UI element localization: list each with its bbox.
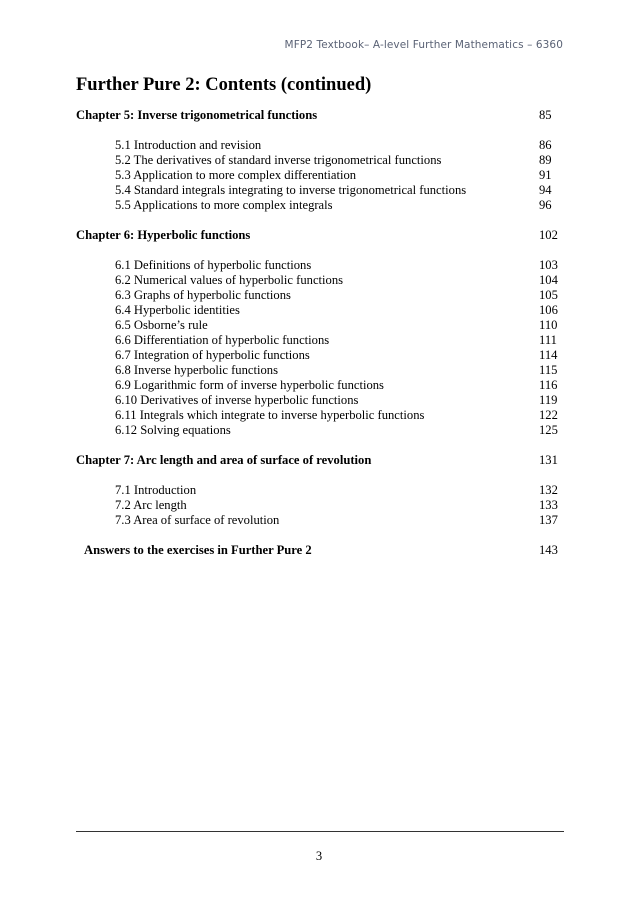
section-5-4-entry[interactable] <box>76 183 562 198</box>
section-page-number: 137 <box>539 513 558 527</box>
spacer <box>76 243 562 258</box>
table-of-contents <box>76 108 562 558</box>
section-page-number: 103 <box>539 258 558 272</box>
section-6-12-entry[interactable] <box>76 423 562 438</box>
spacer <box>76 213 562 228</box>
chapter-title: Chapter 6: Hyperbolic functions <box>76 228 251 242</box>
page-title: Further Pure 2: Contents (continued) <box>76 75 372 95</box>
section-6-10-entry[interactable] <box>76 393 562 408</box>
chapter-title: Chapter 5: Inverse trigonometrical functions <box>76 108 318 122</box>
section-title: 7.3 Area of surface of revolution <box>115 513 280 527</box>
section-6-1-entry[interactable] <box>76 258 562 273</box>
section-title: 5.4 Standard integrals integrating to inverse trigonometrical functions <box>115 183 467 197</box>
section-7-3-entry[interactable] <box>76 513 562 528</box>
section-5-3-entry[interactable] <box>76 168 562 183</box>
section-title: 6.2 Numerical values of hyperbolic functions <box>115 273 344 287</box>
section-title: 6.6 Differentiation of hyperbolic functions <box>115 333 330 347</box>
chapter-page-number: 131 <box>539 453 558 467</box>
section-title: 6.9 Logarithmic form of inverse hyperbolic functions <box>115 378 384 392</box>
section-7-1-entry[interactable] <box>76 483 562 498</box>
section-page-number: 105 <box>539 288 558 302</box>
section-5-1-entry[interactable] <box>76 138 562 153</box>
section-title: 6.10 Derivatives of inverse hyperbolic functions <box>115 393 359 407</box>
spacer <box>76 468 562 483</box>
section-7-2-entry[interactable] <box>76 498 562 513</box>
section-6-6-entry[interactable] <box>76 333 562 348</box>
section-page-number: 106 <box>539 303 558 317</box>
section-title: 6.4 Hyperbolic identities <box>115 303 240 317</box>
chapter-title: Chapter 7: Arc length and area of surface of revolution <box>76 453 372 467</box>
section-page-number: 91 <box>539 168 552 182</box>
section-page-number: 132 <box>539 483 558 497</box>
section-page-number: 122 <box>539 408 558 422</box>
section-5-2-entry[interactable] <box>76 153 562 168</box>
section-6-3-entry[interactable] <box>76 288 562 303</box>
section-title: 5.2 The derivatives of standard inverse trigonometrical functions <box>115 153 442 167</box>
section-title: 6.12 Solving equations <box>115 423 231 437</box>
section-5-5-entry[interactable] <box>76 198 562 213</box>
section-page-number: 115 <box>539 363 558 377</box>
chapter-6-entry[interactable] <box>76 228 562 243</box>
section-6-5-entry[interactable] <box>76 318 562 333</box>
section-6-8-entry[interactable] <box>76 363 562 378</box>
section-page-number: 110 <box>539 318 558 332</box>
answers-entry[interactable] <box>76 543 562 558</box>
chapter-page-number: 85 <box>539 108 552 122</box>
section-6-4-entry[interactable] <box>76 303 562 318</box>
spacer <box>76 123 562 138</box>
section-title: 6.1 Definitions of hyperbolic functions <box>115 258 312 272</box>
section-title: 5.1 Introduction and revision <box>115 138 262 152</box>
section-6-9-entry[interactable] <box>76 378 562 393</box>
section-page-number: 94 <box>539 183 552 197</box>
section-page-number: 119 <box>539 393 558 407</box>
section-title: 7.1 Introduction <box>115 483 197 497</box>
section-page-number: 86 <box>539 138 552 152</box>
section-page-number: 114 <box>539 348 558 362</box>
section-title: 6.3 Graphs of hyperbolic functions <box>115 288 291 302</box>
footer-page-number: 3 <box>315 849 323 863</box>
answers-title: Answers to the exercises in Further Pure 2 <box>84 543 312 557</box>
answers-page-number: 143 <box>539 543 558 557</box>
chapter-page-number: 102 <box>539 228 558 242</box>
section-page-number: 89 <box>539 153 552 167</box>
section-title: 5.5 Applications to more complex integrals <box>115 198 333 212</box>
chapter-7-entry[interactable] <box>76 453 562 468</box>
section-page-number: 116 <box>539 378 558 392</box>
section-page-number: 104 <box>539 273 558 287</box>
section-6-11-entry[interactable] <box>76 408 562 423</box>
footer-divider <box>76 831 564 832</box>
running-header: MFP2 Textbook– A-level Further Mathematics – 6360 <box>284 39 563 51</box>
section-title: 6.7 Integration of hyperbolic functions <box>115 348 310 362</box>
section-page-number: 133 <box>539 498 558 512</box>
section-page-number: 125 <box>539 423 558 437</box>
section-title: 7.2 Arc length <box>115 498 187 512</box>
section-title: 5.3 Application to more complex differentiation <box>115 168 357 182</box>
section-6-2-entry[interactable] <box>76 273 562 288</box>
chapter-5-entry[interactable] <box>76 108 562 123</box>
section-title: 6.8 Inverse hyperbolic functions <box>115 363 278 377</box>
section-title: 6.5 Osborne’s rule <box>115 318 208 332</box>
section-title: 6.11 Integrals which integrate to inverse hyperbolic functions <box>115 408 425 422</box>
spacer <box>76 528 562 543</box>
spacer <box>76 438 562 453</box>
section-6-7-entry[interactable] <box>76 348 562 363</box>
section-page-number: 96 <box>539 198 552 212</box>
section-page-number: 111 <box>539 333 557 347</box>
